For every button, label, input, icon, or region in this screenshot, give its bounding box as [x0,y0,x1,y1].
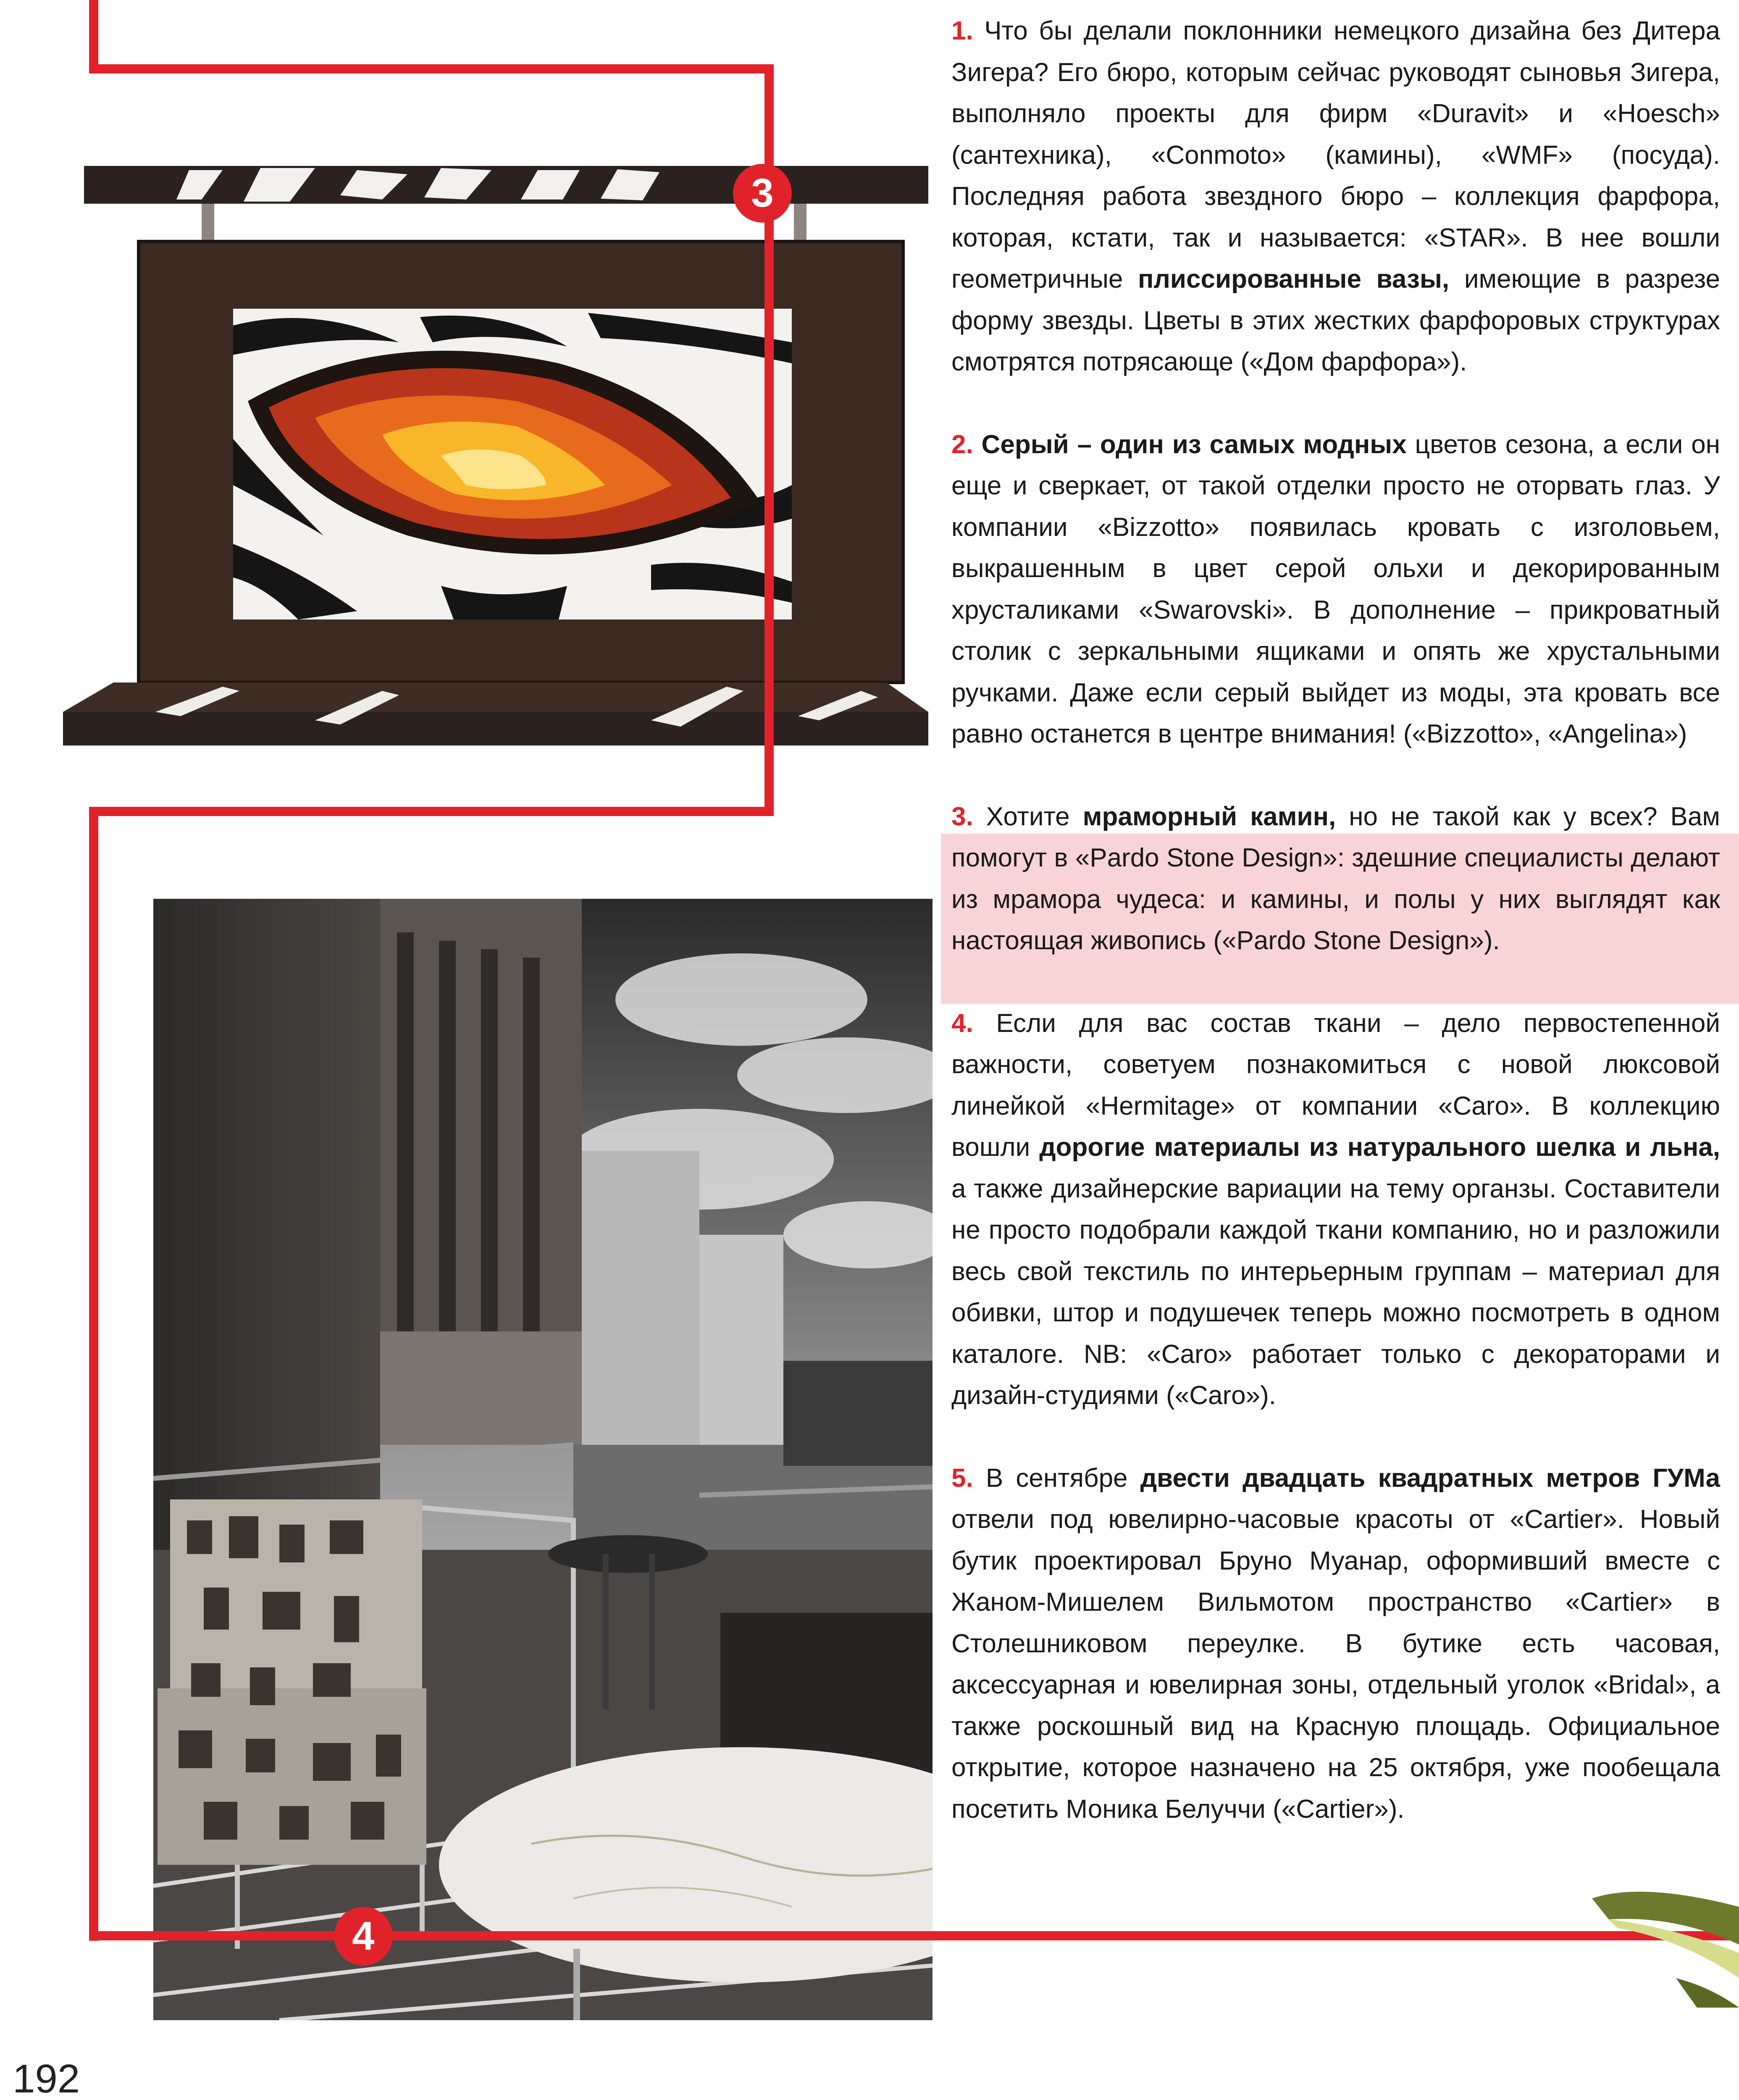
item-text: но не такой как у всех? Вам помогут в «Pardo Stone Design»: здешние специалисты делают из мрамора чудеса: и камины, и полы у них выглядят как настоящая живопись («Pardo Stone Design»). [951,802,1720,955]
item-number: 2. [951,430,973,459]
red-frame-line [89,807,774,816]
item-3-paragraph [951,796,1720,962]
item-3-badge: 3 [733,164,792,223]
item-text: Хотите [973,802,1083,831]
article-text-column [951,10,1720,1830]
item-4-paragraph [951,1003,1720,1417]
item-2-paragraph [951,424,1720,755]
item-bold-text: двести двадцать квадратных метров ГУМа [1140,1463,1720,1493]
item-text: В сентябре [973,1463,1140,1493]
leaf-decoration [1592,1882,1739,2008]
page-number: 192 [13,2056,80,2100]
item-bold-text: Серый – один из самых модных [973,430,1407,459]
item-bold-text: мраморный камин, [1082,802,1336,831]
item-text: отвели под ювелирно-часовые красоты от «Cartier». Новый бутик проектировал Бруно Муанар, оформивший вместе с Жаном-Мишелем Вильмотом пространство «Cartier» в Столешниковом переулке. В бутике есть часовая, аксессуарная и ювелирная зоны, отдельный уголок «Bridal», а также роскошный вид на Красную площадь. Официальное открытие, которое назначено на 25 октября, уже пообещала посетить Моника Белуччи («Cartier»). [951,1505,1720,1824]
item-1-paragraph [951,10,1720,383]
item-number: 1. [951,16,973,45]
item-text: имеющие в разрезе форму звезды. Цветы в этих жестких фарфоровых структурах смотрятся потрясающе («Дом фарфора»). [951,265,1720,376]
item-text: а также дизайнерские вариации на тему органзы. Составители не просто подобрали каждой ткани компанию, но и разложили весь свой текстиль по интерьерным группам – материал для обивки, штор и подушечек теперь можно посмотреть в одном каталоге. NB: «Caro» работает только с декораторами и дизайн-студиями («Caro»). [951,1174,1720,1410]
item-text: Что бы делали поклонники немецкого дизайна без Дитера Зигера? Его бюро, которым сейчас руководят сыновья Зигера, выполняло проекты для фирм «Duravit» и «Hoesch» (сантехника), «Conmoto» (камины), «WMF» (посуда). Последняя работа звездного бюро – коллекция фарфора, которая, кстати, так и называется: «STAR». В нее вошли геометричные [951,16,1720,294]
red-frame-line [89,0,98,74]
item-5-paragraph [951,1458,1720,1830]
item-number: 3. [951,802,973,831]
red-frame-line [89,807,98,1941]
item-text: Если для вас состав ткани – дело первостепенной важности, советуем познакомиться с новой люксовой линейкой «Hermitage» от компании «Caro». В коллекцию вошли [951,1008,1720,1162]
item-number: 4. [951,1008,973,1038]
item-number: 5. [951,1463,973,1493]
item-4-badge: 4 [334,1907,393,1966]
item-text: цветов сезона, а если он еще и сверкает, от такой отделки просто не оторвать глаз. У компании «Bizzotto» появилась кровать с изголовьем, выкрашенным в цвет серой ольхи и декорированным хрусталиками «Swarovski». В дополнение – прикроватный столик с зеркальными ящиками и опять же хрустальными ручками. Даже если серый выйдет из моды, эта кровать все равно останется в центре внимания! («Bizzotto», «Angelina») [951,430,1721,748]
red-frame-line [89,64,774,74]
item-bold-text: дорогие материалы из натурального шелка и льна, [1039,1133,1720,1162]
item-bold-text: плиссированные вазы, [1138,265,1450,294]
marble-fireplace-image [63,166,928,746]
fabric-armchair-photo [153,899,933,2020]
